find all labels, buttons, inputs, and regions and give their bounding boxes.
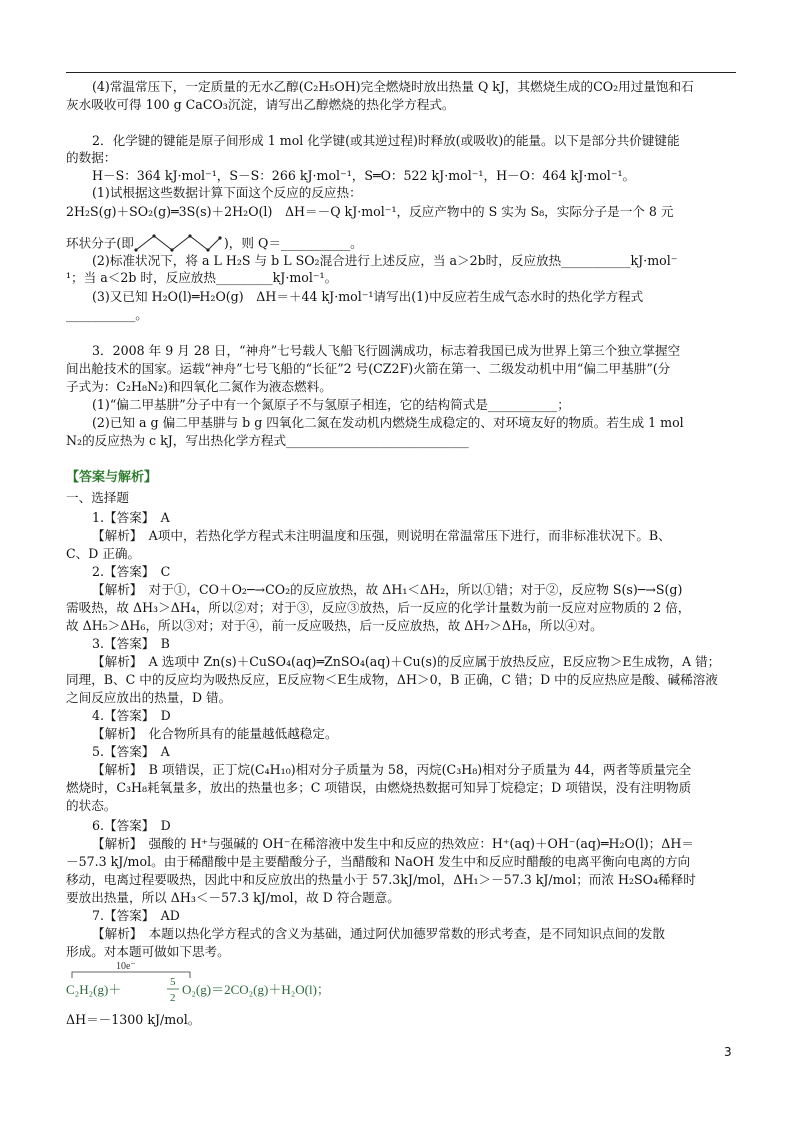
text-line: 要放出热量，所以 ΔH₃＜－57.3 kJ/mol，故 D 符合题意。 [66,890,400,905]
text-line: 【解析】 A 选项中 Zn(s)＋CuSO₄(aq)═ZnSO₄(aq)＋Cu(s)的反应属于放热反应，E反应物＞E生成物，A 错； [92,654,721,669]
text-line: 移动，电离过程要吸热，因此中和反应放出的热量小于 57.3kJ/mol，ΔH₁＞－57.3 kJ/mol；而浓 H₂SO₄稀释时 [66,872,696,887]
text-line: 的状态。 [66,798,117,813]
equation-lhs: C₂H₂(g)＋ [66,982,122,997]
answer-heading: 【答案与解析】 [66,470,158,485]
text-line: (2)已知 a g 偏二甲基肼与 b g 四氧化二氮在发动机内燃烧生成稳定的、对环境友好的物质。若生成 1 mol [92,415,684,430]
answer-line: 1.【答案】 A [92,510,170,525]
text-line: 间出舱技术的国家。运载“神舟”七号飞船的“长征”2 号(CZ2F)火箭在第一、二级发动机中用“偏二甲基肼”(分 [66,361,671,376]
fraction-denominator: 2 [170,992,176,1004]
text-line: 【解析】 A项中，若热化学方程式未注明温度和压强，则说明在常温常压下进行，而非标准状况下。B、 [92,528,671,543]
text-line: ___________。 [66,307,148,322]
answer-line: 5.【答案】 A [92,744,170,759]
text-line: 2H₂S(g)＋SO₂(g)═3S(s)＋2H₂O(l) ΔH＝－Q kJ·mol⁻¹，反应产物中的 S 实为 S₈，实际分子是一个 8 元 [66,204,674,219]
answer-line: 3.【答案】 B [92,636,170,651]
text-line: 【解析】 对于①，CO＋O₂─→CO₂的反应放热，故 ΔH₁＜ΔH₂，所以①错；对于②，反应物 S(s)─→S(g) [92,582,683,597]
equation-rhs: O₂(g)＝2CO₂(g)＋H₂O(l)； [182,982,330,997]
text-line: 【解析】 强酸的 H⁺与强碱的 OH⁻在稀溶液中发生中和反应的热效应：H⁺(aq)＋OH⁻(aq)═H₂O(l)；ΔH＝ [92,836,694,851]
text-line: (1)“偏二甲基肼”分子中有一个氮原子不与氢原子相连，它的结构简式是___________； [92,397,570,412]
text-line: 之间反应放出的热量，D 错。 [66,690,232,705]
text-line: ¹；当 a＜2b 时，反应放热_________kJ·mol⁻¹。 [66,270,338,285]
electron-count-label: 10e⁻ [116,961,136,972]
text-line: (3)又已知 H₂O(l)═H₂O(g) ΔH＝＋44 kJ·mol⁻¹请写出(1)中反应若生成气态水时的热化学方程式 [92,289,644,304]
page-number: 3 [724,1045,732,1059]
text-line: 故 ΔH₅＞ΔH₆，所以③对；对于④，前一反应吸热，后一反应放热，故 ΔH₇＞ΔH₈，所以④对。 [66,618,603,633]
answer-line: 6.【答案】 D [92,818,171,833]
answer-line: 7.【答案】 AD [92,908,180,923]
text-line: 灰水吸收可得 100 g CaCO₃沉淀，请写出乙醇燃烧的热化学方程式。 [66,97,455,112]
text-line: 需吸热，故 ΔH₃＞ΔH₄，所以②对；对于③，反应③放热，后一反应的化学计量数为前一反应对应物质的 2 倍， [66,600,691,615]
text-line: 形成。对本题可做如下思考。 [66,944,230,959]
header-rule [66,72,736,73]
text-line: (2)标准状况下，将 a L H₂S 与 b L SO₂混合进行上述反应，当 a＞2b时，反应放热___________kJ·mol⁻ [92,253,678,268]
text-line: 子式为：C₂H₈N₂)和四氧化二氮作为液态燃料。 [66,379,332,394]
text-line: 的数据： [66,150,117,165]
text-line: 3．2008 年 9 月 28 日，“神舟”七号载人飞船飞行圆满成功，标志着我国已成为世界上第三个独立掌握空 [92,343,681,358]
text-line: 2．化学键的键能是原子间形成 1 mol 化学键(或其逆过程)时释放(或吸收)的能量。以下是部分共价键键能 [92,133,680,148]
text-line: 【解析】 本题以热化学方程式的含义为基础，通过阿伏加德罗常数的形式考查，是不同知识点间的发散 [92,926,666,941]
text-fragment: 环状分子(即 [66,235,134,251]
text-line: 【解析】 化合物所具有的能量越低越稳定。 [92,726,338,741]
text-line: 燃烧时，C₃H₈耗氧量多，放出的热量也多；C 项错误，由燃烧热数据可知异丁烷稳定；D 项错误，没有注明物质 [66,780,692,795]
fraction-numerator: 5 [170,976,176,988]
text-line: (1)试根据这些数据计算下面这个反应的反应热： [92,185,362,200]
electron-transfer-equation [66,960,366,1006]
section-title: 一、选择题 [66,490,129,505]
text-fragment: )，则 Q＝___________。 [223,235,363,251]
text-line: (4)常温常压下，一定质量的无水乙醇(C₂H₅OH)完全燃烧时放出热量 Q kJ，其燃烧生成的CO₂用过量饱和石 [92,79,694,94]
text-line: －57.3 kJ/mol。由于稀醋酸中是主要醋酸分子，当醋酸和 NaOH 发生中和反应时醋酸的电离平衡向电离的方向 [66,854,691,869]
text-line: 【解析】 B 项错误，正丁烷(C₄H₁₀)相对分子质量为 58，丙烷(C₃H₈)相对分子质量为 44，两者等质量完全 [92,762,692,777]
text-line: ΔH＝－1300 kJ/mol。 [66,1012,201,1027]
text-line: 同理，B、C 中的反应均为吸热反应，E反应物＜E生成物，ΔH＞0，B 正确，C 错；D 中的反应热应是酸、碱稀溶液 [66,672,718,687]
answer-line: 2.【答案】 C [92,564,171,579]
answer-line: 4.【答案】 D [92,708,171,723]
text-line: N₂的反应热为 c kJ，写出热化学方程式_____________________________ [66,433,469,448]
text-line: C、D 正确。 [66,546,141,561]
text-line: H－S：364 kJ·mol⁻¹，S－S：266 kJ·mol⁻¹，S═O：522 kJ·mol⁻¹，H－O：464 kJ·mol⁻¹。 [92,168,636,183]
